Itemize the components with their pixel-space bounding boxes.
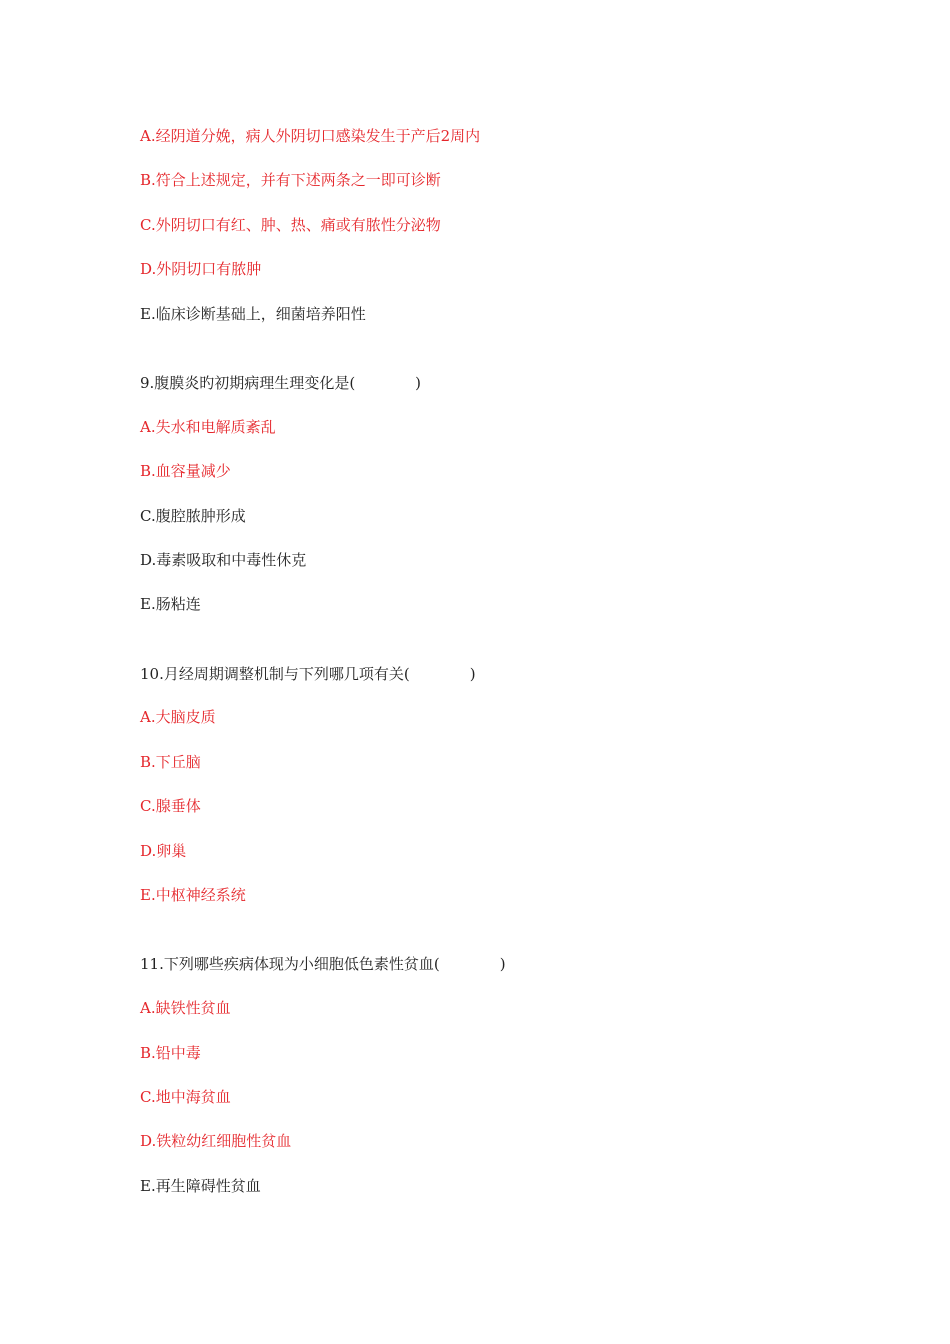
q9-option-e: E.肠粘连 — [140, 595, 201, 613]
q9-option-b: B.血容量减少 — [140, 462, 231, 480]
q11-option-d: D.铁粒幼红细胞性贫血 — [140, 1132, 292, 1150]
q11-option-c: C.地中海贫血 — [140, 1088, 231, 1106]
q9-question: 9.腹膜炎旳初期病理生理变化是( ) — [140, 374, 422, 392]
q11-option-a: A.缺铁性贫血 — [140, 999, 231, 1017]
q10-option-e: E.中枢神经系统 — [140, 886, 246, 904]
q9-option-a: A.失水和电解质紊乱 — [140, 418, 276, 436]
q10-option-a: A.大脑皮质 — [140, 708, 216, 726]
q11-option-b: B.铅中毒 — [140, 1044, 201, 1062]
q8-option-d: D.外阴切口有脓肿 — [140, 260, 262, 278]
q8-option-e: E.临床诊断基础上，细菌培养阳性 — [140, 305, 366, 323]
q8-option-c: C.外阴切口有红、肿、热、痛或有脓性分泌物 — [140, 216, 441, 234]
q10-option-d: D.卵巢 — [140, 842, 187, 860]
q10-option-c: C.腺垂体 — [140, 797, 201, 815]
q9-option-c: C.腹腔脓肿形成 — [140, 507, 246, 525]
q11-option-e: E.再生障碍性贫血 — [140, 1177, 261, 1195]
q10-question: 10.月经周期调整机制与下列哪几项有关( ) — [140, 665, 476, 683]
q8-option-b: B.符合上述规定，并有下述两条之一即可诊断 — [140, 171, 441, 189]
q11-question: 11.下列哪些疾病体现为小细胞低色素性贫血( ) — [140, 955, 506, 973]
q9-option-d: D.毒素吸取和中毒性休克 — [140, 551, 307, 569]
q10-option-b: B.下丘脑 — [140, 753, 201, 771]
q8-option-a: A.经阴道分娩，病人外阴切口感染发生于产后2周内 — [140, 127, 481, 145]
